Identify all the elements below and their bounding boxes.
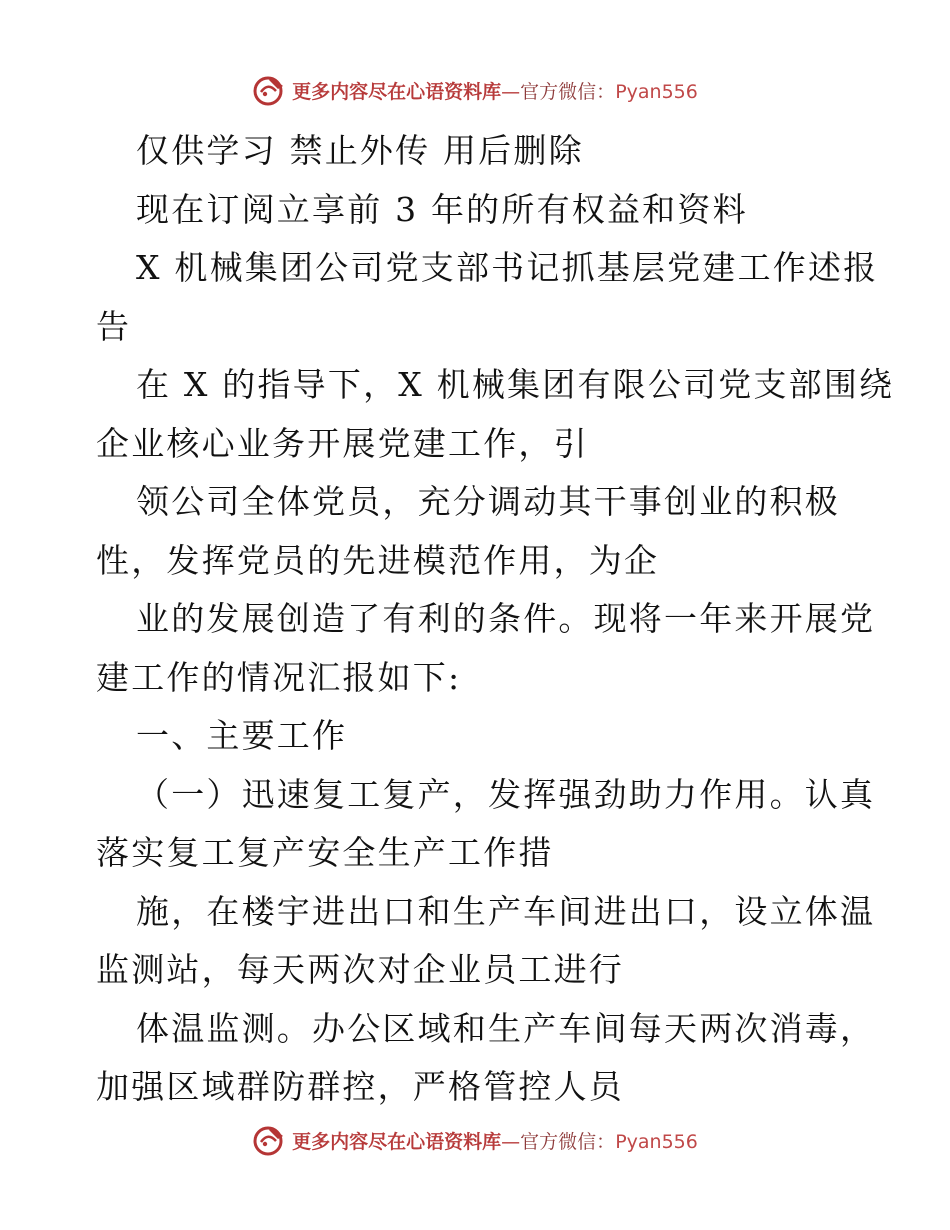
text-line: （一）迅速复工复产，发挥强劲助力作用。认真 bbox=[136, 774, 876, 814]
text-line: 仅供学习 禁止外传 用后删除 bbox=[136, 131, 584, 170]
banner-text bbox=[292, 77, 698, 104]
text-line: 告 bbox=[96, 306, 132, 346]
banner-wechat-id: Pyan556 bbox=[615, 1130, 698, 1153]
banner-lead: 更多内容尽在心语资料库 bbox=[292, 1130, 502, 1153]
text-line: 落实复工复产安全生产工作措 bbox=[96, 833, 554, 872]
text-line: 在 X 的指导下，X 机械集团有限公司党支部围绕 bbox=[136, 365, 895, 404]
document-body bbox=[96, 122, 895, 1117]
text-line: 企业核心业务开展党建工作，引 bbox=[96, 423, 589, 463]
text-line: 加强区域群防群控，严格管控人员 bbox=[96, 1067, 624, 1106]
banner-dash: — bbox=[501, 80, 521, 103]
footer-banner bbox=[0, 1120, 950, 1160]
text-line: 监测站，每天两次对企业员工进行 bbox=[96, 950, 624, 989]
banner-tail: 官方微信： bbox=[520, 80, 616, 103]
banner-text bbox=[292, 1127, 698, 1154]
text-line: 业的发展创造了有利的条件。现将一年来开展党 bbox=[136, 599, 876, 638]
header-banner bbox=[0, 70, 950, 110]
banner-dash: — bbox=[501, 1130, 521, 1153]
brand-logo-icon bbox=[252, 1123, 286, 1157]
text-line: 现在订阅立享前 3 年的所有权益和资料 bbox=[136, 189, 748, 229]
text-line: 施，在楼宇进出口和生产车间进出口，设立体温 bbox=[136, 891, 876, 931]
text-line: 领公司全体党员，充分调动其干事创业的积极 bbox=[136, 482, 840, 521]
banner-tail: 官方微信： bbox=[520, 1130, 616, 1153]
brand-logo-icon bbox=[252, 73, 286, 107]
text-line: 建工作的情况汇报如下: bbox=[96, 657, 462, 697]
text-line: 性，发挥党员的先进模范作用，为企 bbox=[96, 540, 660, 580]
banner-wechat-id: Pyan556 bbox=[615, 80, 698, 103]
text-line: 体温监测。办公区域和生产车间每天两次消毒， bbox=[136, 1008, 876, 1048]
text-line: X 机械集团公司党支部书记抓基层党建工作述报 bbox=[136, 248, 879, 287]
banner-lead: 更多内容尽在心语资料库 bbox=[292, 80, 502, 103]
text-line: 一、主要工作 bbox=[136, 716, 348, 755]
